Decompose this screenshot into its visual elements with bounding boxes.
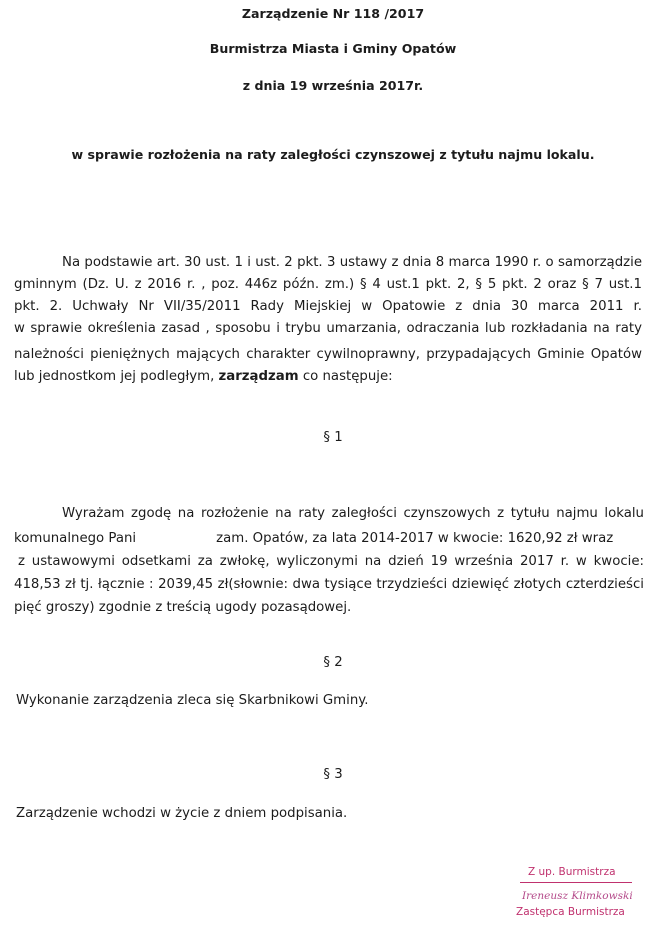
document-issuer: Burmistrza Miasta i Gminy Opatów [209,41,457,56]
preamble-line: Na podstawie art. 30 ust. 1 i ust. 2 pkt. 3 ustawy z dnia 8 marca 1990 r. o samorządzie [62,255,642,270]
document-title: Zarządzenie Nr 118 /2017 [241,6,425,21]
section-1-line: z ustawowymi odsetkami za zwłokę, wyliczonymi na dzień 19 września 2017 r. w kwocie: [18,554,644,569]
preamble-line: gminnym (Dz. U. z 2016 r. , poz. 446z późn. zm.) § 4 ust.1 pkt. 2, § 5 pkt. 2 oraz § 7 ust.1 [14,277,642,292]
signature-role: Zastępca Burmistrza [516,906,625,918]
preamble-line: należności pieniężnych mających charakter cywilnoprawny, przypadających Gminie Opatów [14,347,642,362]
document-date: z dnia 19 września 2017r. [242,78,424,93]
signature-name: Ireneusz Klimkowski [522,890,633,902]
section-1-line: pięć groszy) zgodnie z treścią ugody pozasądowej. [14,600,352,615]
preamble-bold-word: zarządzam [218,369,299,384]
section-1-line: Wyrażam zgodę na rozłożenie na raty zaległości czynszowych z tytułu najmu lokalu [62,506,644,521]
document-subject: w sprawie rozłożenia na raty zaległości czynszowej z tytułu najmu lokalu. [71,147,595,162]
preamble-last-line: lub jednostkom jej podległym, zarządzam co następuje: [14,369,393,384]
signature-line-1: Z up. Burmistrza [528,866,616,878]
section-2-text: Wykonanie zarządzenia zleca się Skarbnikowi Gminy. [16,693,369,708]
section-1-line: 418,53 zł tj. łącznie : 2039,45 zł(słownie: dwa tysiące trzydzieści dziewięć złotych czterdzieści [14,577,644,592]
section-2-mark: § 2 [323,655,343,670]
preamble-line: pkt. 2. Uchwały Nr VII/35/2011 Rady Miejskiej w Opatowie z dnia 30 marca 2011 r. [14,299,642,314]
section-3-mark: § 3 [323,767,343,782]
section-3-text: Zarządzenie wchodzi w życie z dniem podpisania. [16,806,348,821]
signature-divider [520,882,632,883]
section-1-mark: § 1 [323,430,343,445]
section-1-line: komunalnego Pani zam. Opatów, za lata 2014-2017 w kwocie: 1620,92 zł wraz [14,531,614,546]
preamble-line: w sprawie określenia zasad , sposobu i trybu umarzania, odraczania lub rozkładania na raty [14,321,642,336]
